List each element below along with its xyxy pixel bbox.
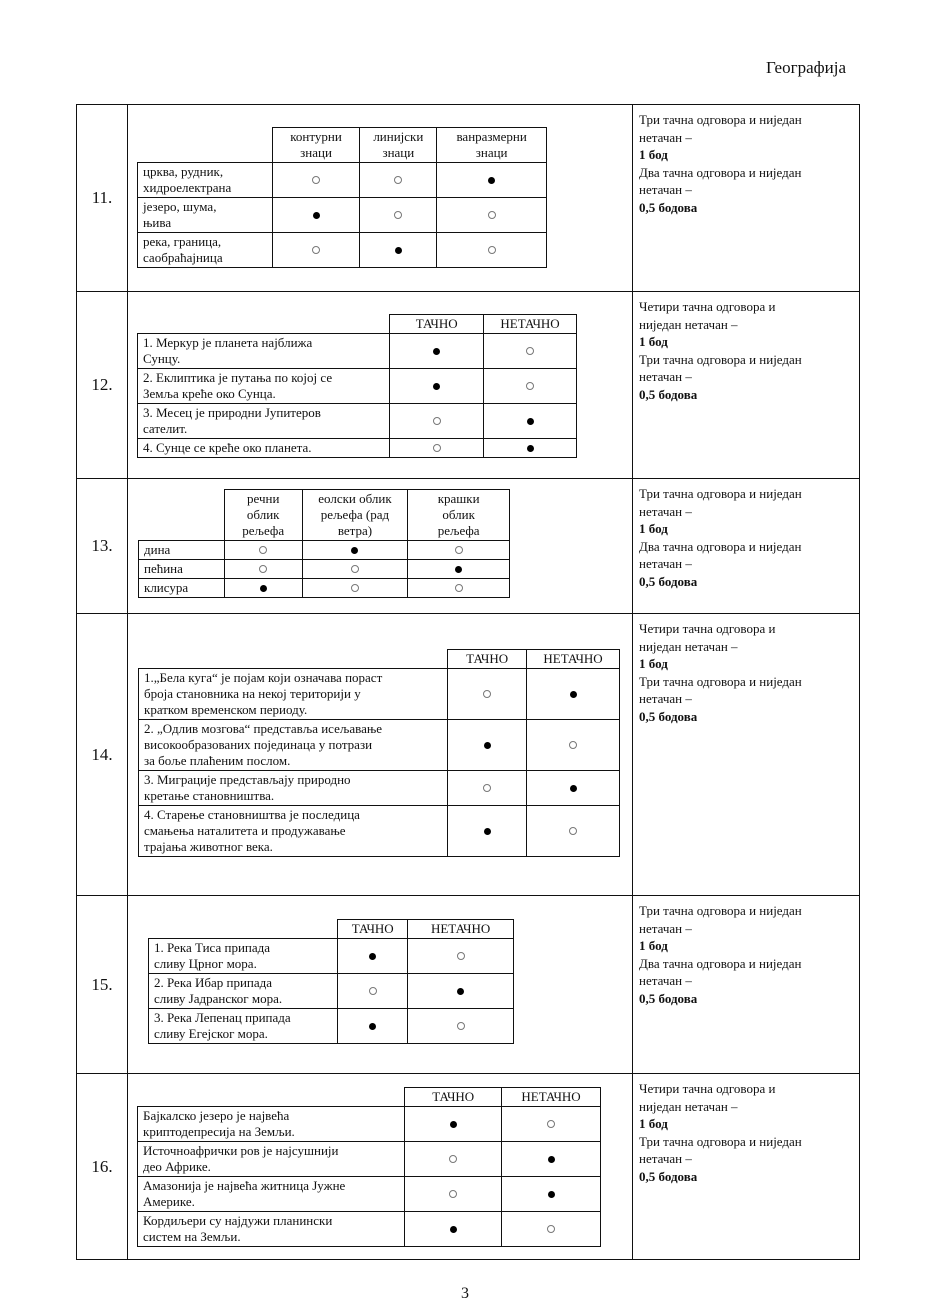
- answer-cell: [390, 334, 484, 369]
- column-header: еолски облик рељефа (рад ветра): [302, 489, 408, 540]
- question-row-11: [77, 105, 860, 292]
- answer-grid-16: [137, 1087, 601, 1247]
- empty-circle-icon: [449, 1155, 457, 1163]
- column-header: НЕТАЧНО: [527, 649, 620, 668]
- scoring-cell: [633, 614, 860, 896]
- grid-row: [138, 1106, 601, 1141]
- grid-header-row: [149, 920, 514, 939]
- answer-cell: [360, 197, 437, 232]
- filled-bullet-icon: [527, 418, 534, 425]
- filled-bullet-icon: [369, 953, 376, 960]
- empty-circle-icon: [457, 1022, 465, 1030]
- filled-bullet-icon: [369, 1023, 376, 1030]
- statement-label: језеро, шума, њива: [138, 197, 273, 232]
- scoring-condition-text: Три тачна одговора и ниједан нетачан –: [639, 1133, 802, 1166]
- header-blank-cell: [149, 920, 338, 939]
- filled-bullet-icon: [433, 383, 440, 390]
- answer-cell: [224, 559, 302, 578]
- answer-cell: [224, 540, 302, 559]
- scoring-points: 0,5 бодова: [639, 1168, 698, 1184]
- statement-label: 1. Меркур је планета најближа Сунцу.: [138, 334, 390, 369]
- empty-circle-icon: [457, 952, 465, 960]
- empty-circle-icon: [569, 827, 577, 835]
- answer-cell: [272, 162, 360, 197]
- grid-row: [138, 1141, 601, 1176]
- empty-circle-icon: [569, 741, 577, 749]
- grid-row: [138, 439, 577, 458]
- grid-row: [138, 1211, 601, 1246]
- scoring-cell: [633, 292, 860, 479]
- answer-cell: [408, 559, 510, 578]
- question-row-14: [77, 614, 860, 896]
- column-header: крашки облик рељефа: [408, 489, 510, 540]
- header-blank-cell: [138, 127, 273, 162]
- question-row-13: [77, 479, 860, 614]
- grid-row: [139, 540, 510, 559]
- empty-circle-icon: [483, 690, 491, 698]
- statement-label: клисура: [139, 578, 225, 597]
- answer-cell: [484, 404, 577, 439]
- answer-cell: [405, 1211, 502, 1246]
- column-header: ТАЧНО: [448, 649, 527, 668]
- question-number: 12.: [77, 292, 128, 479]
- scoring-points: 1 бод: [639, 334, 668, 349]
- empty-circle-icon: [351, 565, 359, 573]
- empty-circle-icon: [455, 546, 463, 554]
- scoring-condition-text: Четири тачна одговора и ниједан нетачан –: [639, 1081, 776, 1114]
- empty-circle-icon: [433, 417, 441, 425]
- grid-header-row: [139, 489, 510, 540]
- answer-cell: [448, 770, 527, 805]
- scoring-points: 0,5 бодова: [639, 990, 698, 1006]
- statement-label: Кордиљери су најдужи планински систем на Земљи.: [138, 1211, 405, 1246]
- grid-row: [149, 939, 514, 974]
- column-header: НЕТАЧНО: [484, 315, 577, 334]
- statement-label: река, граница, саобраћајница: [138, 232, 273, 267]
- empty-circle-icon: [449, 1190, 457, 1198]
- answer-cell: [302, 578, 408, 597]
- empty-circle-icon: [547, 1120, 555, 1128]
- filled-bullet-icon: [548, 1191, 555, 1198]
- answer-cell: [527, 668, 620, 719]
- filled-bullet-icon: [570, 691, 577, 698]
- answer-cell: [484, 334, 577, 369]
- answer-cell: [448, 719, 527, 770]
- column-header: НЕТАЧНО: [502, 1087, 601, 1106]
- column-header: речни облик рељефа: [224, 489, 302, 540]
- scoring-condition-text: Четири тачна одговора и ниједан нетачан –: [639, 299, 776, 332]
- grid-header-row: [138, 127, 547, 162]
- statement-label: Амазонија је највећа житница Јужне Америке.: [138, 1176, 405, 1211]
- question-number: 13.: [77, 479, 128, 614]
- scoring-condition-text: Три тачна одговора и ниједан нетачан –: [639, 673, 802, 706]
- answer-cell: [224, 578, 302, 597]
- empty-circle-icon: [312, 246, 320, 254]
- empty-circle-icon: [259, 546, 267, 554]
- answer-cell: [338, 1009, 408, 1044]
- header-blank-cell: [138, 1087, 405, 1106]
- empty-circle-icon: [394, 176, 402, 184]
- filled-bullet-icon: [484, 828, 491, 835]
- scoring-cell: [633, 896, 860, 1074]
- empty-circle-icon: [488, 246, 496, 254]
- scoring-points: 0,5 бодова: [639, 386, 698, 402]
- scoring-points: 1 бод: [639, 938, 668, 953]
- grid-row: [139, 578, 510, 597]
- answer-grid-13: [138, 489, 510, 598]
- statement-label: 3. Миграције представљају природно кретање становништва.: [139, 770, 448, 805]
- filled-bullet-icon: [527, 445, 534, 452]
- question-row-15: [77, 896, 860, 1074]
- scoring-cell: [633, 1074, 860, 1260]
- scoring-condition-text: Три тачна одговора и ниједан нетачан –: [639, 351, 802, 384]
- filled-bullet-icon: [313, 212, 320, 219]
- statement-label: 1.„Бела куга“ је појам који означава пораст броја становника на некој територији у кратком временском периоду.: [139, 668, 448, 719]
- statement-label: 4. Старење становништва је последица смањења наталитета и продужавање трајања животног века.: [139, 805, 448, 856]
- empty-circle-icon: [547, 1225, 555, 1233]
- grid-row: [139, 668, 620, 719]
- question-row-12: [77, 292, 860, 479]
- statement-label: 3. Месец је природни Јупитеров сателит.: [138, 404, 390, 439]
- answer-cell: [527, 719, 620, 770]
- empty-circle-icon: [526, 347, 534, 355]
- filled-bullet-icon: [450, 1226, 457, 1233]
- filled-bullet-icon: [484, 742, 491, 749]
- filled-bullet-icon: [395, 247, 402, 254]
- answer-grid-14: [138, 649, 620, 857]
- filled-bullet-icon: [351, 547, 358, 554]
- question-row-16: [77, 1074, 860, 1260]
- grid-row: [138, 369, 577, 404]
- grid-row: [138, 197, 547, 232]
- grid-row: [138, 334, 577, 369]
- task-cell: [128, 1074, 633, 1260]
- scoring-points: 1 бод: [639, 521, 668, 536]
- grid-row: [149, 1009, 514, 1044]
- answer-cell: [484, 439, 577, 458]
- answer-cell: [360, 232, 437, 267]
- scoring-condition-text: Три тачна одговора и ниједан нетачан –: [639, 112, 802, 145]
- task-cell: [128, 896, 633, 1074]
- answer-cell: [302, 540, 408, 559]
- statement-label: 2. Еклиптика је путања по којој се Земља креће око Сунца.: [138, 369, 390, 404]
- statement-label: 3. Река Лепенац припада сливу Егејског мора.: [149, 1009, 338, 1044]
- column-header: контурни знаци: [272, 127, 360, 162]
- grid-row: [139, 559, 510, 578]
- scoring-points: 1 бод: [639, 1116, 668, 1131]
- answer-cell: [448, 668, 527, 719]
- answer-cell: [338, 974, 408, 1009]
- scoring-cell: [633, 105, 860, 292]
- answer-cell: [437, 162, 547, 197]
- answer-cell: [338, 939, 408, 974]
- empty-circle-icon: [455, 584, 463, 592]
- task-cell: [128, 614, 633, 896]
- answer-grid-11: [137, 127, 547, 268]
- answer-key-table: [76, 104, 860, 1260]
- statement-label: дина: [139, 540, 225, 559]
- filled-bullet-icon: [433, 348, 440, 355]
- scoring-points: 1 бод: [639, 147, 668, 162]
- answer-cell: [272, 197, 360, 232]
- grid-row: [138, 404, 577, 439]
- answer-cell: [405, 1176, 502, 1211]
- header-blank-cell: [138, 315, 390, 334]
- filled-bullet-icon: [457, 988, 464, 995]
- scoring-condition-text: Четири тачна одговора и ниједан нетачан –: [639, 621, 776, 654]
- empty-circle-icon: [312, 176, 320, 184]
- column-header: ТАЧНО: [405, 1087, 502, 1106]
- column-header: НЕТАЧНО: [408, 920, 514, 939]
- answer-cell: [502, 1176, 601, 1211]
- filled-bullet-icon: [570, 785, 577, 792]
- answer-cell: [502, 1211, 601, 1246]
- answer-cell: [437, 232, 547, 267]
- task-cell: [128, 105, 633, 292]
- subject-header: Географија: [766, 58, 846, 77]
- statement-label: 4. Сунце се креће око планета.: [138, 439, 390, 458]
- empty-circle-icon: [488, 211, 496, 219]
- answer-cell: [527, 770, 620, 805]
- task-cell: [128, 479, 633, 614]
- scoring-points: 0,5 бодова: [639, 199, 698, 215]
- answer-cell: [408, 939, 514, 974]
- scoring-points: 0,5 бодова: [639, 573, 698, 589]
- question-number: 11.: [77, 105, 128, 292]
- answer-cell: [448, 805, 527, 856]
- filled-bullet-icon: [455, 566, 462, 573]
- answer-cell: [390, 404, 484, 439]
- task-cell: [128, 292, 633, 479]
- answer-cell: [408, 1009, 514, 1044]
- answer-cell: [405, 1106, 502, 1141]
- answer-cell: [360, 162, 437, 197]
- column-header: линијски знаци: [360, 127, 437, 162]
- grid-header-row: [139, 649, 620, 668]
- grid-row: [138, 232, 547, 267]
- scoring-cell: [633, 479, 860, 614]
- statement-label: црква, рудник, хидроелектрана: [138, 162, 273, 197]
- grid-row: [139, 719, 620, 770]
- grid-row: [149, 974, 514, 1009]
- answer-cell: [484, 369, 577, 404]
- answer-grid-15: [148, 919, 514, 1044]
- page-number: 3: [461, 1285, 469, 1302]
- question-number: 16.: [77, 1074, 128, 1260]
- grid-row: [138, 162, 547, 197]
- statement-label: Источноафрички ров је најсушнији део Африке.: [138, 1141, 405, 1176]
- scoring-points: 0,5 бодова: [639, 708, 698, 724]
- answer-cell: [408, 974, 514, 1009]
- answer-grid-12: [137, 314, 577, 458]
- empty-circle-icon: [394, 211, 402, 219]
- header-blank-cell: [139, 649, 448, 668]
- statement-label: 2. Река Ибар припада сливу Јадранског мора.: [149, 974, 338, 1009]
- scoring-condition-text: Три тачна одговора и ниједан нетачан –: [639, 903, 802, 936]
- statement-label: 2. „Одлив мозгова“ представља исељавање високообразованих појединаца у потрази за боље плаћеним послом.: [139, 719, 448, 770]
- filled-bullet-icon: [488, 177, 495, 184]
- grid-header-row: [138, 315, 577, 334]
- empty-circle-icon: [351, 584, 359, 592]
- header-blank-cell: [139, 489, 225, 540]
- grid-row: [139, 770, 620, 805]
- answer-cell: [272, 232, 360, 267]
- scoring-points: 1 бод: [639, 656, 668, 671]
- answer-cell: [527, 805, 620, 856]
- answer-cell: [437, 197, 547, 232]
- empty-circle-icon: [369, 987, 377, 995]
- grid-row: [139, 805, 620, 856]
- scoring-condition-text: Два тачна одговора и ниједан нетачан –: [639, 164, 802, 197]
- empty-circle-icon: [259, 565, 267, 573]
- statement-label: пећина: [139, 559, 225, 578]
- grid-header-row: [138, 1087, 601, 1106]
- scoring-condition-text: Два тачна одговора и ниједан нетачан –: [639, 538, 802, 571]
- filled-bullet-icon: [450, 1121, 457, 1128]
- empty-circle-icon: [483, 784, 491, 792]
- scoring-condition-text: Три тачна одговора и ниједан нетачан –: [639, 486, 802, 519]
- column-header: ТАЧНО: [338, 920, 408, 939]
- empty-circle-icon: [433, 444, 441, 452]
- column-header: ванразмерни знаци: [437, 127, 547, 162]
- grid-row: [138, 1176, 601, 1211]
- answer-cell: [405, 1141, 502, 1176]
- answer-cell: [502, 1106, 601, 1141]
- filled-bullet-icon: [260, 585, 267, 592]
- answer-cell: [390, 369, 484, 404]
- answer-cell: [408, 540, 510, 559]
- question-number: 15.: [77, 896, 128, 1074]
- empty-circle-icon: [526, 382, 534, 390]
- answer-cell: [302, 559, 408, 578]
- answer-cell: [408, 578, 510, 597]
- filled-bullet-icon: [548, 1156, 555, 1163]
- scoring-condition-text: Два тачна одговора и ниједан нетачан –: [639, 955, 802, 988]
- answer-cell: [502, 1141, 601, 1176]
- answer-cell: [390, 439, 484, 458]
- statement-label: Бајкалско језеро је највећа криптодепресија на Земљи.: [138, 1106, 405, 1141]
- statement-label: 1. Река Тиса припада сливу Црног мора.: [149, 939, 338, 974]
- column-header: ТАЧНО: [390, 315, 484, 334]
- question-number: 14.: [77, 614, 128, 896]
